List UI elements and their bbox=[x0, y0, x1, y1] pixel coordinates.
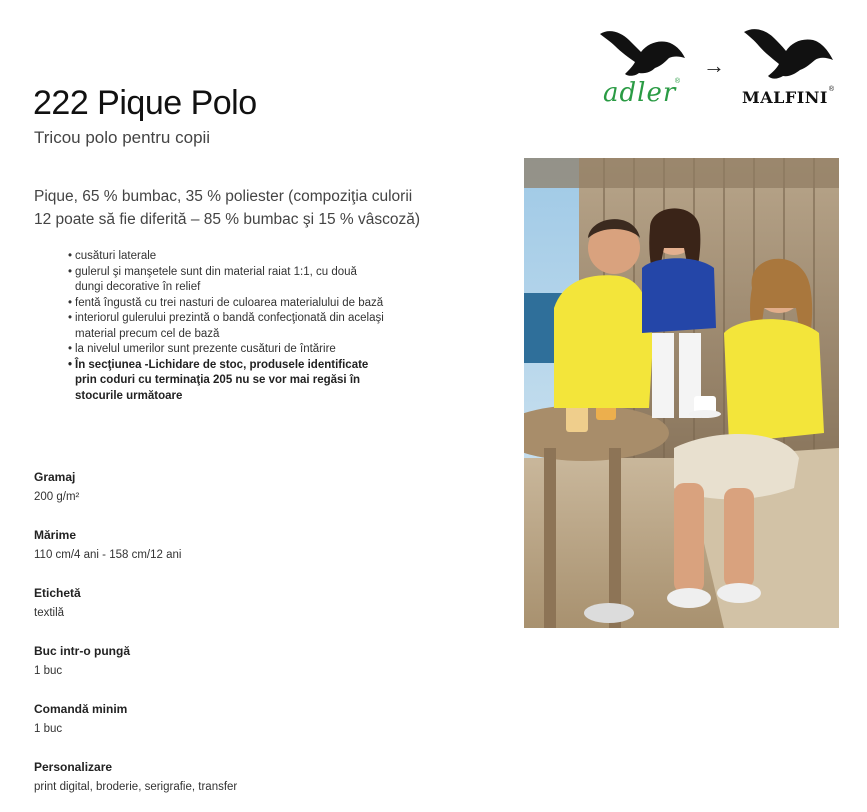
product-subtitle: Tricou polo pentru copii bbox=[34, 128, 211, 147]
spec-value-min-order: 1 buc bbox=[34, 723, 63, 735]
adler-wordmark: adler bbox=[603, 78, 677, 108]
composition-text: Pique, 65 % bumbac, 35 % poliester (compoziţia culorii 12 poate să fie diferită – 85 % bumbac şi 15 % vâscoză) bbox=[34, 188, 420, 228]
spec-label-weight: Gramaj bbox=[34, 470, 76, 484]
malfini-wordmark: MALFINI bbox=[742, 88, 828, 107]
spec-value-label: textilă bbox=[34, 607, 65, 619]
spec-value-weight: 200 g/m² bbox=[34, 491, 80, 503]
product-lifestyle-photo bbox=[524, 158, 839, 628]
spec-value-size: 110 cm/4 ani - 158 cm/12 ani bbox=[34, 549, 182, 561]
spec-label-size: Mărime bbox=[34, 528, 77, 542]
list-item: • gulerul şi manşetele sunt din material raiat 1:1, cu două dungi decorative în relief bbox=[68, 265, 388, 296]
eagle-icon bbox=[595, 26, 690, 78]
eagle-icon bbox=[738, 26, 838, 82]
spec-label-min-order: Comandă minim bbox=[34, 702, 128, 716]
list-item: • cusături laterale bbox=[68, 249, 388, 265]
spec-label-personalization: Personalizare bbox=[34, 760, 113, 774]
spec-value-pieces-per-bag: 1 buc bbox=[34, 665, 63, 677]
malfini-registered-mark: ® bbox=[828, 86, 834, 93]
adler-registered-mark: ® bbox=[674, 78, 680, 85]
list-item-stock-notice: • În secţiunea -Lichidare de stoc, produsele identificate prin coduri cu terminaţia 205 nu se vor mai regăsi în stocurile următoare bbox=[68, 358, 388, 405]
feature-list bbox=[68, 249, 388, 404]
malfini-logo bbox=[738, 26, 838, 106]
adler-logo bbox=[595, 26, 690, 106]
arrow-right-icon: → bbox=[703, 53, 725, 78]
list-item: • fentă îngustă cu trei nasturi de culoarea materialului de bază bbox=[68, 296, 388, 312]
list-item: • la nivelul umerilor sunt prezente cusături de întărire bbox=[68, 342, 388, 358]
product-title: 222 Pique Polo bbox=[33, 84, 257, 122]
spec-value-personalization: print digital, broderie, serigrafie, transfer bbox=[34, 781, 238, 793]
spec-label-label: Etichetă bbox=[34, 586, 81, 600]
spec-label-pieces-per-bag: Buc intr-o pungă bbox=[34, 644, 130, 658]
list-item: • interiorul gulerului prezintă o bandă confecţionată din acelaşi material precum cel de bază bbox=[68, 311, 388, 342]
